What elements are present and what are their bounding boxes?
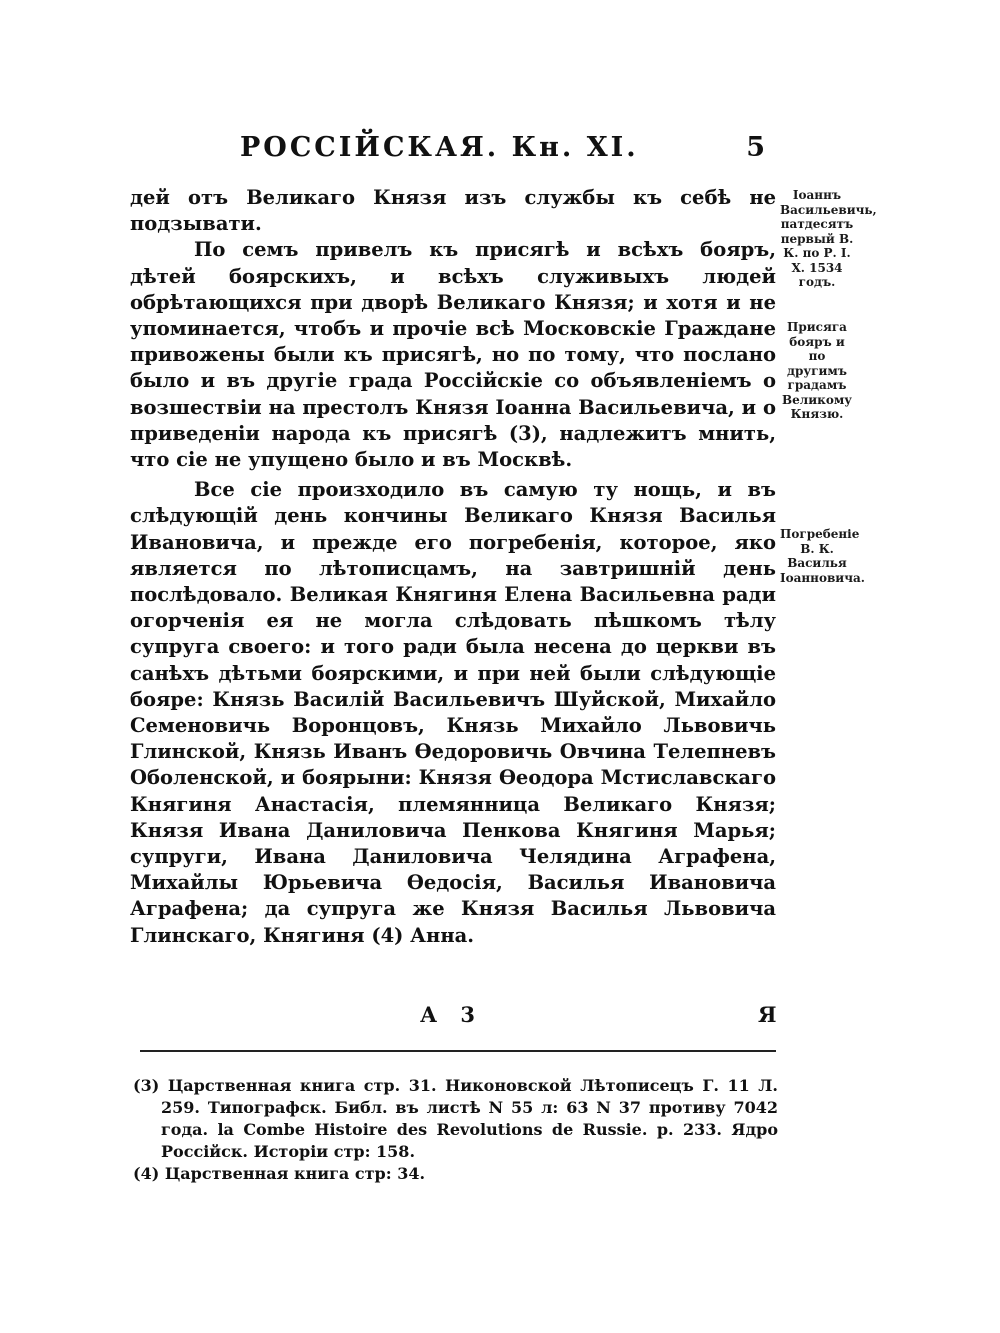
running-header: [130, 132, 780, 172]
signature-mark: А 3: [420, 1002, 484, 1027]
margin-note-burial: Погребеніе В. К. Василья Іоанновича.: [780, 527, 865, 585]
page-number: 5: [746, 132, 768, 163]
paragraph-2: По семъ привелъ къ присягѣ и всѣхъ бояръ, дѣтей боярскихъ, и всѣхъ служивыхъ людей обрѣтающихся при дворѣ Великаго Князя; и хотя и не упоминается, чтобъ и прочіе всѣ Московскіе Граждане привожены были къ присягѣ, но по тому, что послано было и въ другіе града Россійскіе со объявленіемъ о возшествіи на престолъ Князя Іоанна Васильевича, и о приведеніи народа къ присягѣ (3), надлежитъ мнить, что сіе не упущено было и въ Москвѣ.: [130, 238, 776, 472]
footnote-rule: [140, 1050, 776, 1052]
running-title: РОССІЙСКАЯ. Кн. XI.: [240, 132, 639, 163]
footnote-4: (4) Царственная книга стр: 34.: [133, 1164, 426, 1183]
paragraph-1: дей отъ Великаго Князя изъ службы къ себѣ не подзывати.: [130, 186, 776, 236]
footnotes: [133, 1075, 778, 1185]
margin-note-oath: Присяга бояръ и по другимъ градамъ Великому Князю.: [782, 320, 852, 421]
main-text: [130, 185, 776, 949]
paragraph-3: Все сіе произходило въ самую ту нощь, и въ слѣдующій день кончины Великаго Князя Василья Ивановича, и прежде его погребенія, которое, яко является по лѣтописцамъ, на завтришній день послѣдовало. Великая Княгиня Елена Васильевна ради огорченія ея не могла слѣдовать пѣшкомъ тѣлу супруга своего: и того ради была несена до церкви въ санѣхъ дѣтьми боярскими, и при ней были слѣдующіе бояре: Князь Василій Васильевичъ Шуйской, Михайло Семеновичь Воронцовъ, Князь Михайло Львовичь Глинской, Князь Иванъ Өедоровичь Овчина Телепневъ Оболенской, и боярыни: Князя Өеодора Мстиславскаго Княгиня Анастасія, племянница Великаго Князя; Князя Ивана Даниловича Пенкова Княгиня Марья; супруги, Ивана Даниловича Челядина Аграфена, Михайлы Юрьевича Өедосія, Василья Ивановича Аграфена; да супруга же Князя Василья Львовича Глинскаго, Княгиня (4) Анна.: [130, 478, 776, 947]
margin-note-ioann: Іоаннъ Васильевичь, патдесятъ первый В. К. по Р. І. Х. 1534 годъ.: [780, 188, 877, 289]
catchword: Я: [758, 1002, 777, 1027]
footnote-3: (3) Царственная книга стр. 31. Никоновской Лѣтописецъ Г. 11 Л. 259. Типографск. Библ. въ листѣ N 55 л: 63 N 37 противу 7042 года. la Combe Histoire des Revolutions de Russie. p. 233. Ядро Россійск. Исторіи стр: 158.: [133, 1076, 778, 1161]
